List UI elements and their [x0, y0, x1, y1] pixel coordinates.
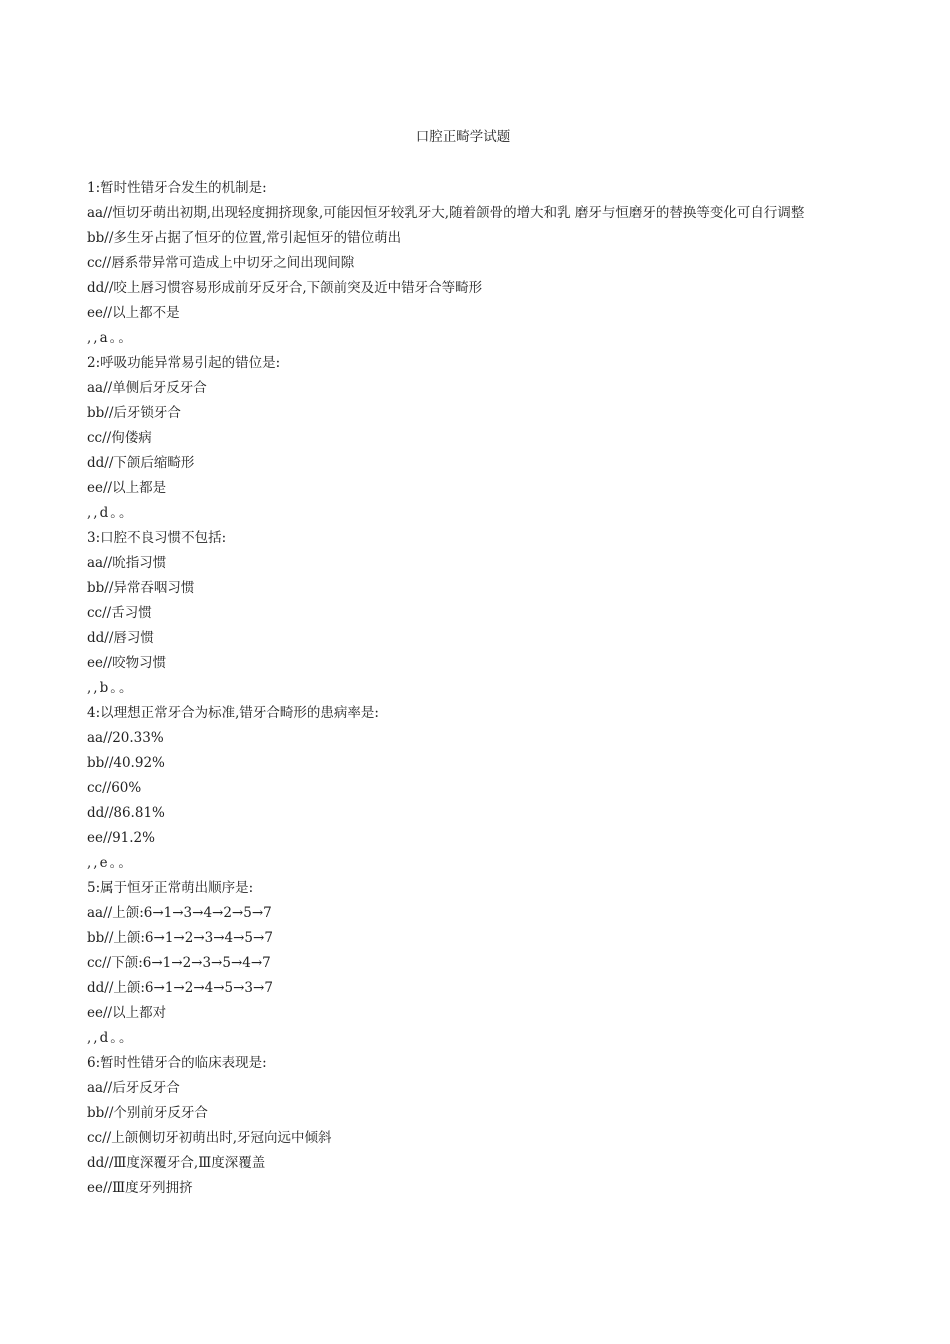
- answer-option: cc//60%: [87, 780, 142, 796]
- question-block: [87, 701, 847, 876]
- question-stem: 2:呼吸功能异常易引起的错位是:: [87, 355, 281, 371]
- question-stem: 6:暂时性错牙合的临床表现是:: [87, 1055, 267, 1071]
- answer-option: bb//40.92%: [87, 755, 165, 771]
- answer-key: ,,b。。: [87, 680, 135, 696]
- answer-option: bb//多生牙占据了恒牙的位置,常引起恒牙的错位萌出: [87, 230, 402, 246]
- answer-option: aa//恒切牙萌出初期,出现轻度拥挤现象,可能因恒牙较乳牙大,随着颌骨的增大和乳 磨牙与恒磨牙的替换等变化可自行调整: [87, 205, 805, 221]
- question-block: [87, 526, 847, 701]
- answer-option: ee//以上都不是: [87, 305, 180, 321]
- answer-option: dd//86.81%: [87, 805, 165, 821]
- answer-option: cc//舌习惯: [87, 605, 152, 621]
- answer-option: aa//后牙反牙合: [87, 1080, 180, 1096]
- answer-option: dd//下颌后缩畸形: [87, 455, 195, 471]
- answer-option: dd//唇习惯: [87, 630, 154, 646]
- question-block: [87, 1051, 847, 1201]
- answer-option: bb//异常吞咽习惯: [87, 580, 195, 596]
- question-stem: 1:暂时性错牙合发生的机制是:: [87, 180, 267, 196]
- answer-option: ee//咬物习惯: [87, 655, 167, 671]
- answer-option: bb//个别前牙反牙合: [87, 1105, 208, 1121]
- answer-option: aa//上颌:6→1→3→4→2→5→7: [87, 905, 272, 921]
- document-title: 口腔正畸学试题: [415, 129, 511, 145]
- answer-option: cc//唇系带异常可造成上中切牙之间出现间隙: [87, 255, 355, 271]
- answer-option: cc//上颌侧切牙初萌出时,牙冠向远中倾斜: [87, 1130, 332, 1146]
- question-block: [87, 351, 847, 526]
- answer-key: ,,d。。: [87, 505, 135, 521]
- answer-option: dd//咬上唇习惯容易形成前牙反牙合,下颌前突及近中错牙合等畸形: [87, 280, 483, 296]
- answer-option: aa//单侧后牙反牙合: [87, 380, 207, 396]
- answer-option: aa//吮指习惯: [87, 555, 167, 571]
- answer-option: ee//以上都是: [87, 480, 167, 496]
- answer-option: ee//91.2%: [87, 830, 155, 846]
- answer-option: aa//20.33%: [87, 730, 164, 746]
- answer-option: bb//后牙锁牙合: [87, 405, 181, 421]
- question-stem: 3:口腔不良习惯不包括:: [87, 530, 227, 546]
- answer-option: dd//Ⅲ度深覆牙合,Ⅲ度深覆盖: [87, 1155, 266, 1171]
- answer-option: dd//上颌:6→1→2→4→5→3→7: [87, 980, 273, 996]
- answer-key: ,,a。。: [87, 330, 134, 346]
- answer-option: ee//以上都对: [87, 1005, 167, 1021]
- question-block: [87, 876, 847, 1051]
- question-list: [87, 176, 847, 1201]
- answer-key: ,,e。。: [87, 855, 134, 871]
- question-stem: 5:属于恒牙正常萌出顺序是:: [87, 880, 254, 896]
- answer-option: cc//下颌:6→1→2→3→5→4→7: [87, 955, 271, 971]
- answer-option: bb//上颌:6→1→2→3→4→5→7: [87, 930, 273, 946]
- question-stem: 4:以理想正常牙合为标准,错牙合畸形的患病率是:: [87, 705, 379, 721]
- answer-key: ,,d。。: [87, 1030, 135, 1046]
- question-block: [87, 176, 847, 351]
- answer-option: ee//Ⅲ度牙列拥挤: [87, 1180, 193, 1196]
- answer-option: cc//佝偻病: [87, 430, 152, 446]
